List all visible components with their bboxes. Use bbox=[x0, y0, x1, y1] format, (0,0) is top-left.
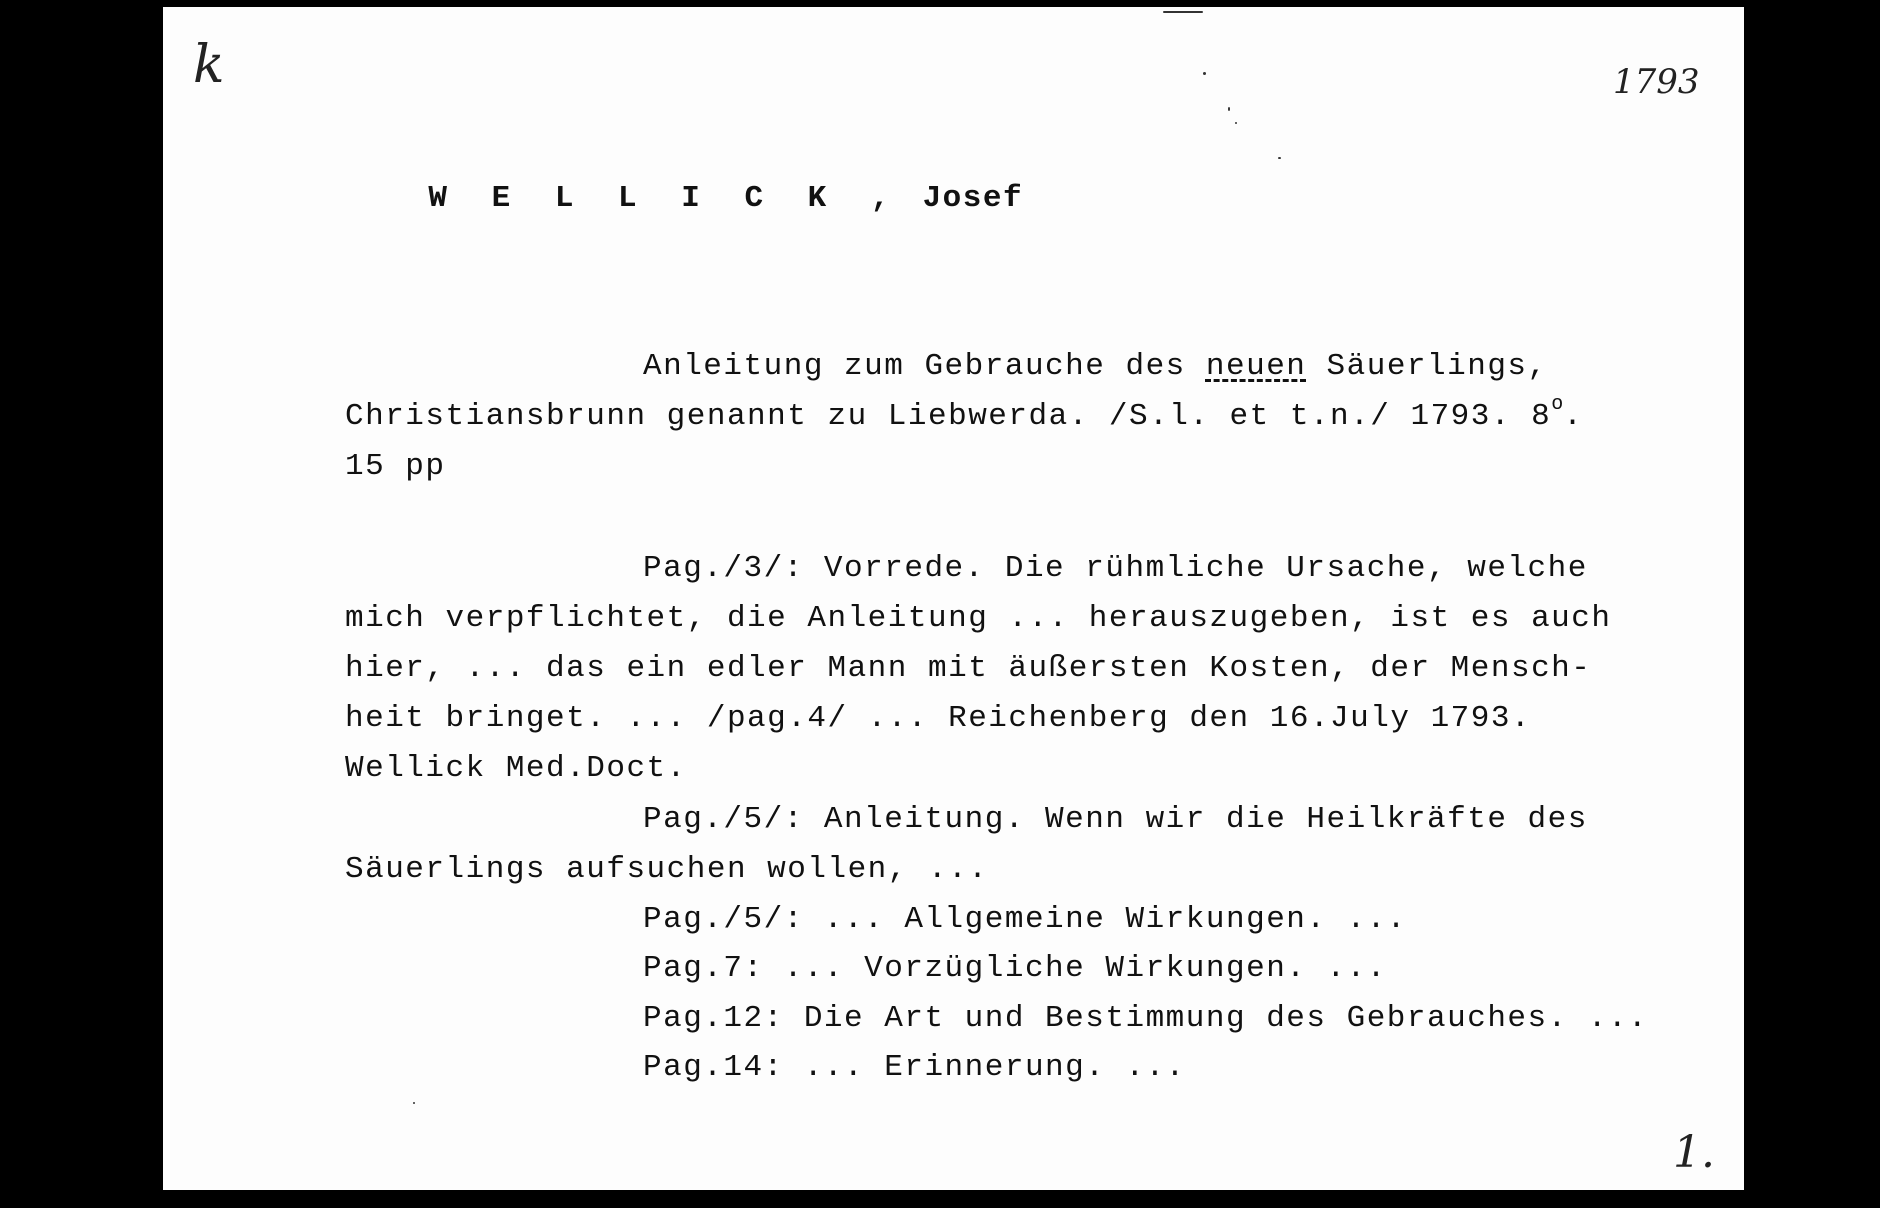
scan-speck bbox=[1228, 107, 1230, 111]
body-line: Wellick Med.Doct. bbox=[345, 751, 687, 786]
scan-speck bbox=[1203, 72, 1206, 75]
body-line: Säuerlings aufsuchen wollen, ... bbox=[345, 852, 989, 887]
body-line: Pag./5/: ... Allgemeine Wirkungen. ... bbox=[643, 902, 1407, 937]
corner-mark-top-left: k bbox=[193, 35, 225, 95]
scan-speck bbox=[1278, 157, 1281, 159]
body-line: Pag.14: ... Erinnerung. ... bbox=[643, 1050, 1186, 1085]
scan-speck bbox=[1163, 11, 1203, 13]
title-line-2-pre: Christiansbrunn genannt zu Liebwerda. /S.l. et t.n./ 1793. 8 bbox=[345, 399, 1552, 434]
body-line: Pag.7: ... Vorzügliche Wirkungen. ... bbox=[643, 951, 1387, 986]
title-line-1 bbox=[643, 351, 1548, 382]
body-line: heit bringet. ... /pag.4/ ... Reichenberg den 16.July 1793. bbox=[345, 701, 1532, 736]
title-line-2 bbox=[345, 393, 1584, 434]
title-line-2-post: . bbox=[1563, 399, 1584, 434]
title-underlined-word: neuen bbox=[1205, 349, 1307, 384]
corner-mark-bottom-right: 1. bbox=[1673, 1127, 1715, 1178]
body-line: hier, ... das ein edler Mann mit äußersten Kosten, der Mensch- bbox=[345, 651, 1592, 686]
body-line: mich verpflichtet, die Anleitung ... herauszugeben, ist es auch bbox=[345, 601, 1612, 636]
format-superscript: o bbox=[1551, 393, 1564, 416]
scan-speck bbox=[413, 1102, 415, 1104]
body-line: Pag./3/: Vorrede. Die rühmliche Ursache, welche bbox=[643, 551, 1588, 586]
title-line-3: 15 pp bbox=[345, 449, 446, 484]
scan-speck bbox=[1235, 122, 1237, 124]
corner-mark-top-right: 1793 bbox=[1613, 62, 1700, 102]
title-line-1-post: Säuerlings, bbox=[1306, 349, 1548, 384]
author-given-name: Josef bbox=[922, 181, 1024, 216]
title-line-1-pre: Anleitung zum Gebrauche des bbox=[643, 349, 1206, 384]
author-surname: W E L L I C K , bbox=[428, 181, 903, 216]
author-heading bbox=[348, 152, 1023, 245]
body-line: Pag./5/: Anleitung. Wenn wir die Heilkräfte des bbox=[643, 802, 1588, 837]
body-line: Pag.12: Die Art und Bestimmung des Gebrauches. ... bbox=[643, 1001, 1649, 1036]
catalog-card bbox=[163, 7, 1744, 1190]
